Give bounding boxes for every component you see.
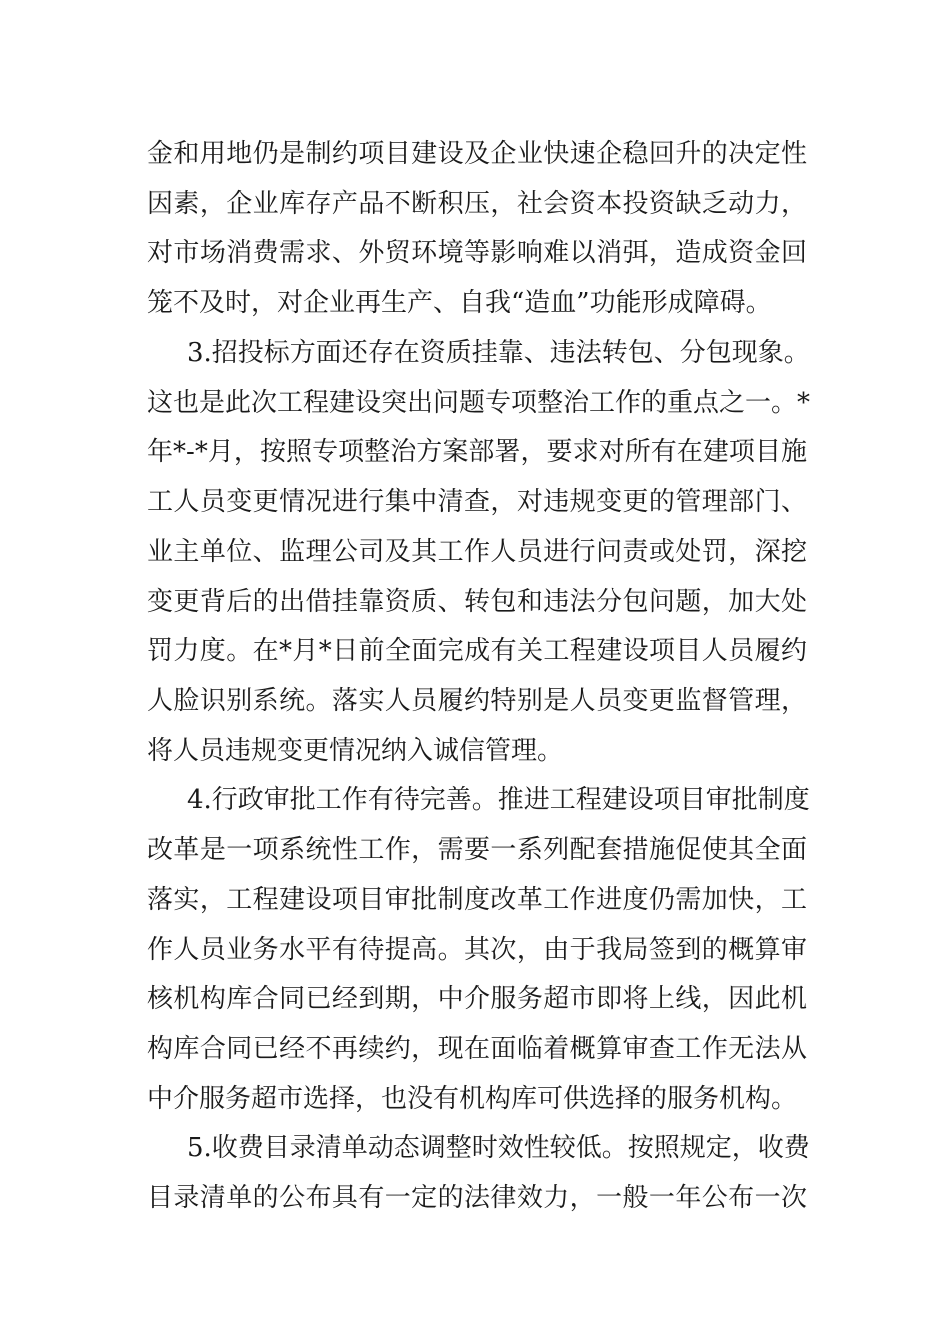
text-line: 人脸识别系统。落实人员履约特别是人员变更监督管理， — [147, 686, 807, 716]
text-line: 核机构库合同已经到期，中介服务超市即将上线，因此机 — [147, 984, 807, 1014]
text-line: 金和用地仍是制约项目建设及企业快速企稳回升的决定性 — [147, 139, 807, 169]
text-line: 作人员业务水平有待提高。其次，由于我局签到的概算审 — [147, 935, 807, 965]
text-line: 因素，企业库存产品不断积压，社会资本投资缺乏动力， — [147, 189, 807, 219]
text-line: 目录清单的公布具有一定的法律效力，一般一年公布一次 — [147, 1183, 807, 1213]
text-line: 将人员违规变更情况纳入诚信管理。 — [147, 736, 564, 766]
text-line: 对市场消费需求、外贸环境等影响难以消弭，造成资金回 — [147, 238, 807, 268]
text-line: 改革是一项系统性工作，需要一系列配套措施促使其全面 — [147, 835, 807, 865]
text-line: 业主单位、监理公司及其工作人员进行问责或处罚，深挖 — [147, 537, 807, 567]
text-line: 这也是此次工程建设突出问题专项整治工作的重点之一。* — [147, 388, 811, 418]
text-line: 年*-*月，按照专项整治方案部署，要求对所有在建项目施 — [147, 437, 807, 467]
text-line: 工人员变更情况进行集中清查，对违规变更的管理部门、 — [147, 487, 807, 517]
text-line: 落实，工程建设项目审批制度改革工作进度仍需加快，工 — [147, 885, 807, 915]
paragraph-heading-line: 3.招投标方面还存在资质挂靠、违法转包、分包现象。 — [187, 338, 810, 368]
paragraph-heading-line: 4.行政审批工作有待完善。推进工程建设项目审批制度 — [187, 785, 810, 815]
paragraph-heading-line: 5.收费目录清单动态调整时效性较低。按照规定，收费 — [187, 1133, 810, 1163]
text-line: 笼不及时，对企业再生产、自我“造血”功能形成障碍。 — [147, 288, 772, 318]
text-line: 构库合同已经不再续约，现在面临着概算审查工作无法从 — [147, 1034, 807, 1064]
text-line: 中介服务超市选择，也没有机构库可供选择的服务机构。 — [147, 1084, 798, 1114]
text-line: 变更背后的出借挂靠资质、转包和违法分包问题，加大处 — [147, 587, 807, 617]
text-line: 罚力度。在*月*日前全面完成有关工程建设项目人员履约 — [147, 636, 807, 666]
